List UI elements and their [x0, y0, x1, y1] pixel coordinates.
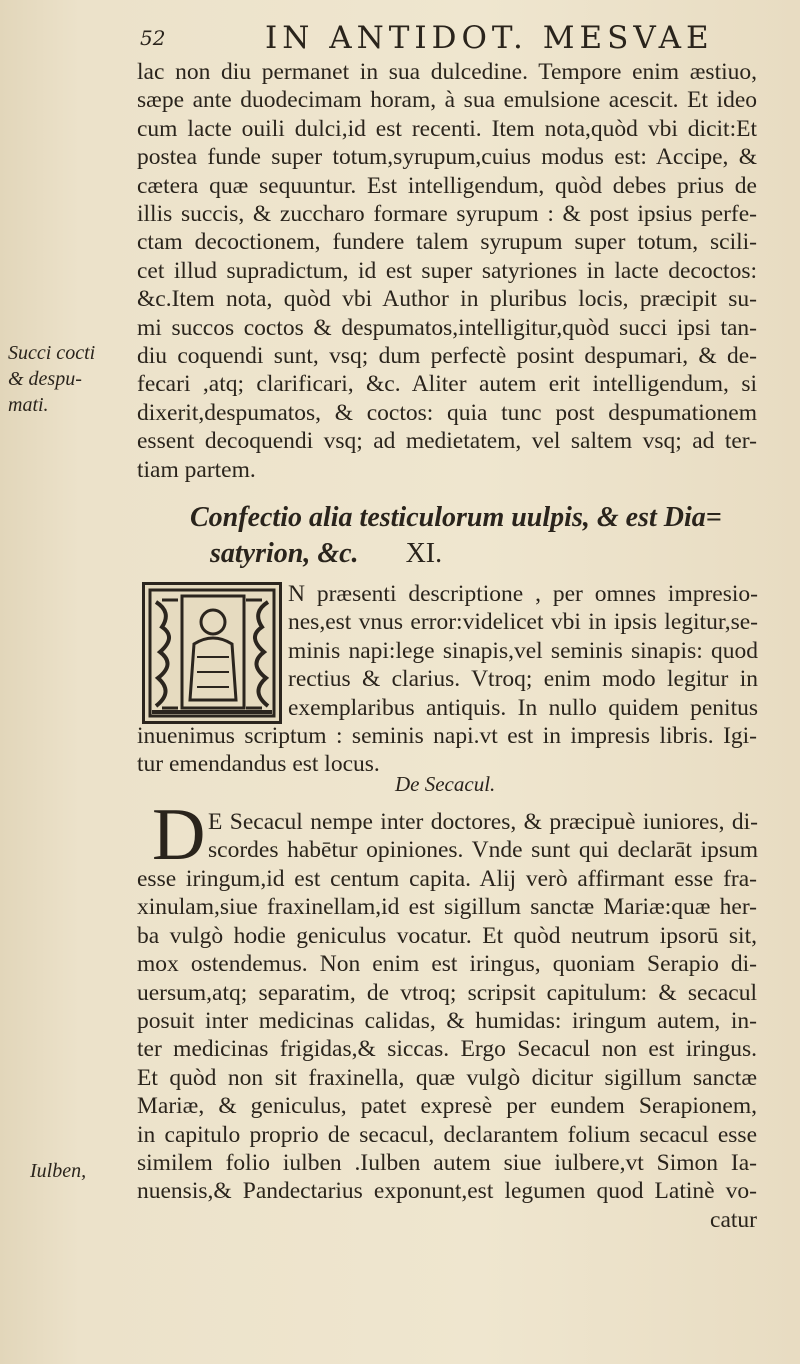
drop-cap: D [152, 794, 206, 876]
text-line: E Secacul nempe inter doctores, & præcipuè iuniores, di- [208, 809, 758, 835]
text-line: tiam partem. [137, 456, 256, 483]
text-line: xinulam,siue fraxinellam,id est sigillum sanctæ Mariæ:quæ her- [137, 894, 757, 921]
text-line: cætera quæ sequuntur. Est intelligendum, quòd debes prius de [137, 172, 757, 199]
text-line: posuit inter medicinas calidas, & humidas: iringum autem, in- [137, 1008, 757, 1035]
text-line: nes,est vnus error:videlicet vbi in ipsis legitur,se- [288, 609, 758, 636]
text-line: mox ostendemus. Non enim est iringus, quoniam Serapio di- [137, 951, 757, 978]
text-line: cet illud supradictum, id est super satyriones in lacte decoctos: [137, 257, 757, 284]
woodcut-image [142, 582, 282, 724]
text-line: N præsenti descriptione , per omnes impresio- [288, 581, 758, 607]
catchword: catur [710, 1206, 757, 1233]
page-header [140, 12, 740, 62]
chapter-number: XI. [405, 538, 443, 569]
text-line: essent decoquendi vsq; ad medietatem, vel saltem vsq; ad ter- [137, 428, 757, 455]
chapter-title-line-2: satyrion, &c. [210, 538, 359, 569]
text-line: similem folio iulben .Iulben autem siue iulbere,vt Simon Ia- [137, 1150, 757, 1177]
text-line: diu coquendi sunt, vsq; dum perfectè posint despumari, & de- [137, 343, 757, 370]
running-title: IN ANTIDOT. MESVAE [265, 20, 714, 56]
text-line: Mariæ, & geniculus, patet expresè per eundem Serapionem, [137, 1093, 757, 1120]
text-line: postea funde super totum,syrupum,cuius modus est: Accipe, & [137, 144, 757, 171]
margin-note-succi [8, 340, 133, 418]
section-subheading: De Secacul. [395, 772, 496, 796]
text-line: &c.Item nota, quòd vbi Author in pluribus locis, præcipit su- [137, 286, 757, 313]
margin-note-line: & despu- [8, 368, 82, 390]
text-line: rectius & clarius. Vtroq; enim modo legitur in [288, 666, 758, 693]
text-line: cum lacte ouili dulci,id est recenti. Item nota,quòd vbi dicit:Et [137, 115, 757, 142]
text-line: fecari ,atq; clarificari, &c. Aliter autem erit intelligendum, si [137, 371, 757, 398]
text-line: sæpe ante duodecimam horam, à sua emulsione acescit. Et ideo [137, 87, 757, 114]
paragraph-1 [137, 58, 757, 484]
chapter-title-line-1: Confectio alia testiculorum uulpis, & est Dia= [190, 502, 722, 533]
text-line: ctam decoctionem, fundere talem syrupum super totum, scili- [137, 229, 757, 256]
text-line: inuenimus scriptum : seminis napi.vt est in impresis libris. Igi- [137, 723, 757, 749]
text-line: mi succos coctos & despumatos,intelligitur,quòd succi ipsi tan- [137, 314, 757, 341]
text-line: nuensis,& Pandectarius exponunt,est legumen quod Latinè vo- [137, 1178, 757, 1205]
margin-note-iulben: Iulben, [30, 1160, 87, 1182]
text-line: illis succis, & zuccharo formare syrupum : & post ipsius perfe- [137, 201, 757, 228]
text-line: ba vulgò hodie geniculus vocatur. Et quòd neutrum ipsorū sit, [137, 922, 757, 949]
paragraph-3-indented [208, 808, 758, 865]
text-line: ter medicinas frigidas,& siccas. Ergo Secacul non est iringus. [137, 1036, 757, 1063]
paragraph-2-indented [288, 580, 758, 722]
margin-note-line: Succi cocti [8, 342, 96, 364]
chapter-title [190, 500, 750, 572]
text-line: esse iringum,id est centum capita. Alij verò affirmant esse fra- [137, 866, 757, 892]
text-line: minis napi:lege sinapis,vel seminis sinapis: quod [288, 637, 758, 664]
text-line: lac non diu permanet in sua dulcedine. Tempore enim æstiuo, [137, 59, 757, 85]
text-line: in capitulo proprio de secacul, declarantem folium secacul esse [137, 1121, 757, 1148]
folio-number: 52 [140, 26, 166, 50]
text-line: scordes habētur opiniones. Vnde sunt qui declarāt ipsum [208, 837, 758, 864]
text-line: Et quòd non sit fraxinella, quæ vulgò dicitur sigillum sanctæ [137, 1064, 757, 1091]
woodcut-initial [142, 582, 282, 724]
text-line: tur emendandus est locus. [137, 751, 380, 778]
text-line: uersum,atq; separatim, de vtroq; scripsit capitulum: & secacul [137, 979, 757, 1006]
margin-note-line: mati. [8, 394, 49, 416]
text-line: dixerit,despumatos, & coctos: quia tunc post despumationem [137, 399, 757, 426]
paragraph-3 [137, 865, 757, 1234]
text-line: exemplaribus antiquis. In nullo quidem penitus [288, 694, 758, 721]
paragraph-2 [137, 722, 757, 779]
